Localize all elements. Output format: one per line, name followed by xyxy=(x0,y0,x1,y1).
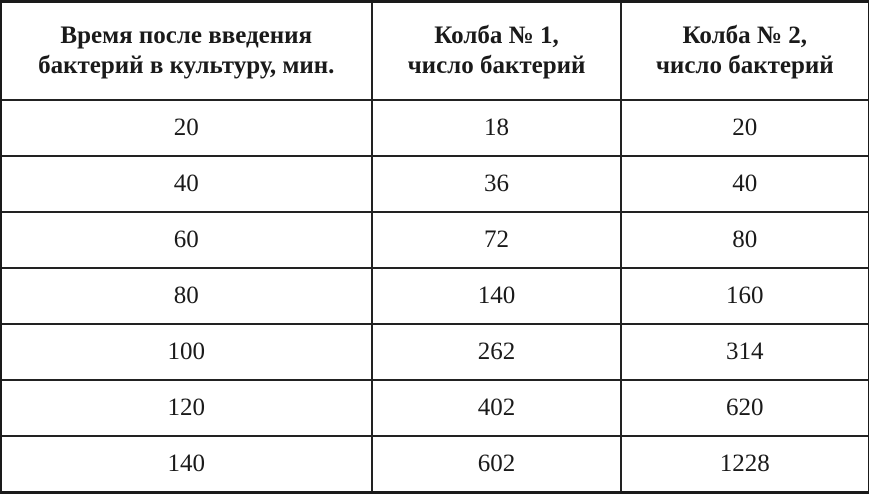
cell-time: 80 xyxy=(0,268,372,324)
table-row xyxy=(0,380,869,436)
cell-time: 60 xyxy=(0,212,372,268)
cell-time: 140 xyxy=(0,436,372,493)
table-row xyxy=(0,324,869,380)
cell-time: 20 xyxy=(0,100,372,156)
cell-flask1: 18 xyxy=(372,100,621,156)
table-row xyxy=(0,100,869,156)
table-header-row xyxy=(0,2,869,101)
column-header-flask2-line1: Колба № 2, xyxy=(682,21,807,49)
cell-flask1: 602 xyxy=(372,436,621,493)
column-header-time-line2: бактерий в культуру, мин. xyxy=(38,52,335,79)
cell-flask2: 40 xyxy=(621,156,869,212)
column-header-flask2 xyxy=(621,2,869,101)
cell-flask2: 20 xyxy=(621,100,869,156)
cell-flask2: 620 xyxy=(621,380,869,436)
cell-flask2: 314 xyxy=(621,324,869,380)
table-header xyxy=(0,2,869,101)
cell-flask2: 80 xyxy=(621,212,869,268)
cell-flask1: 72 xyxy=(372,212,621,268)
column-header-flask1-line2: число бактерий xyxy=(407,52,586,79)
column-header-time-line1: Время после введения xyxy=(60,21,313,49)
table-row xyxy=(0,156,869,212)
cell-time: 120 xyxy=(0,380,372,436)
cell-flask1: 262 xyxy=(372,324,621,380)
table-row xyxy=(0,436,869,493)
column-header-flask1-line1: Колба № 1, xyxy=(434,21,559,49)
table-row xyxy=(0,212,869,268)
table-row xyxy=(0,268,869,324)
column-header-time xyxy=(0,2,372,101)
table-body xyxy=(0,100,869,493)
column-header-flask2-line2: число бактерий xyxy=(655,52,834,79)
cell-time: 100 xyxy=(0,324,372,380)
cell-time: 40 xyxy=(0,156,372,212)
cell-flask1: 36 xyxy=(372,156,621,212)
cell-flask1: 402 xyxy=(372,380,621,436)
cell-flask2: 160 xyxy=(621,268,869,324)
cell-flask2: 1228 xyxy=(621,436,869,493)
cell-flask1: 140 xyxy=(372,268,621,324)
column-header-flask1 xyxy=(372,2,621,101)
